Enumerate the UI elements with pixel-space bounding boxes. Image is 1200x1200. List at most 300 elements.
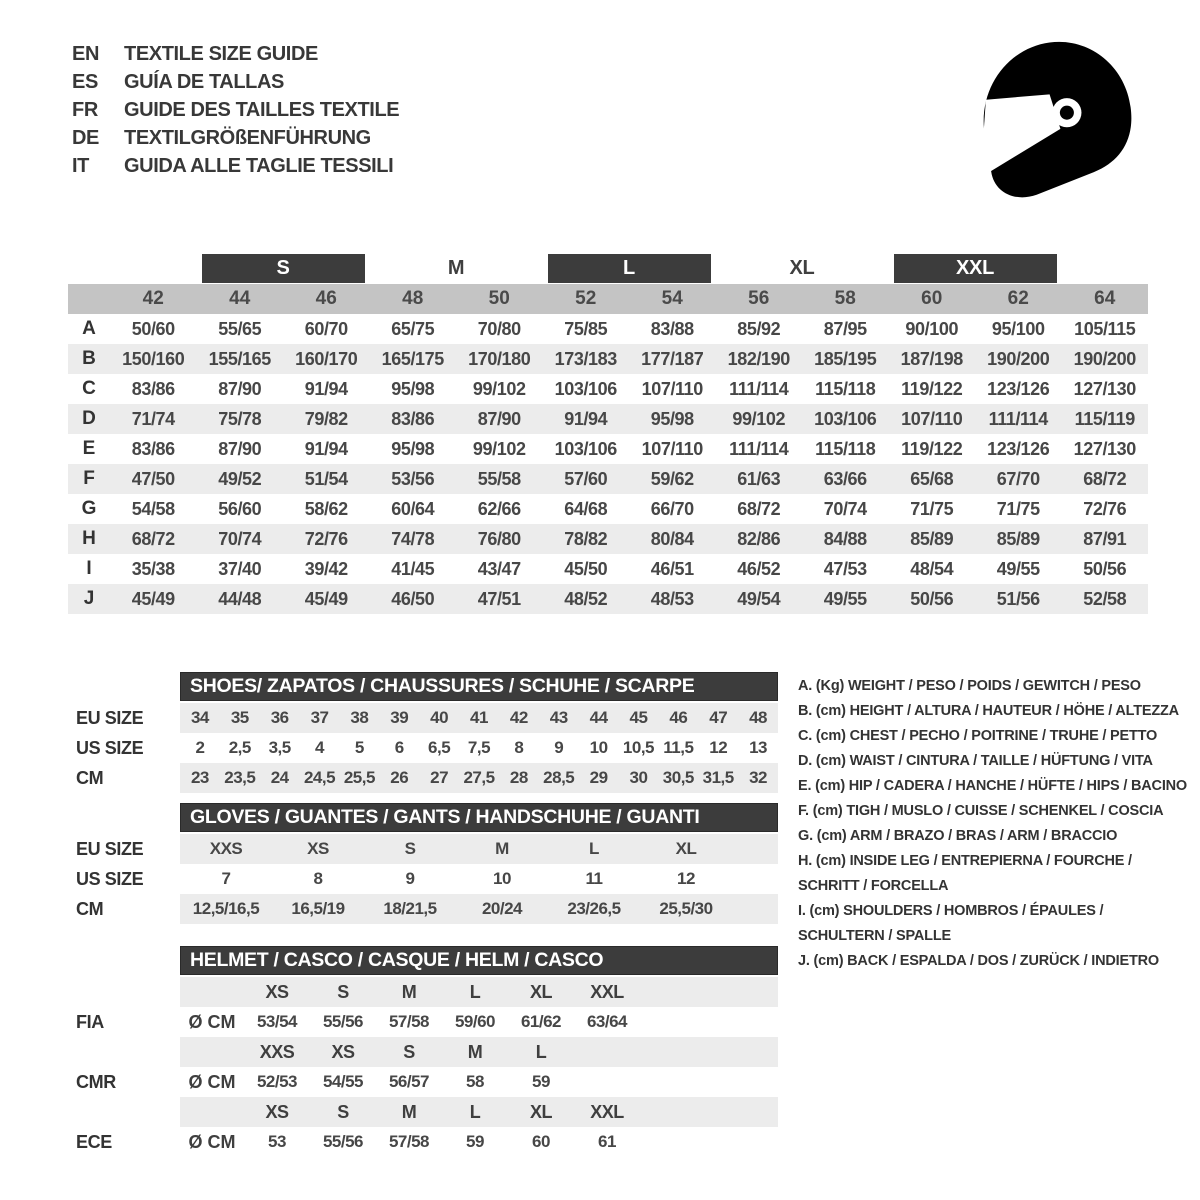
helmet-value: 53/54 — [256, 1012, 298, 1031]
shoes-value: 40 — [430, 708, 449, 727]
numeric-size-header: 62 — [1007, 288, 1029, 309]
shoes-table-title: SHOES/ ZAPATOS / CHAUSSURES / SCHUHE / SCARPE — [180, 672, 778, 701]
language-title: GUIDA ALLE TAGLIE TESSILI — [124, 154, 394, 177]
helmet-table-title: HELMET / CASCO / CASQUE / HELM / CASCO — [180, 946, 778, 975]
shoes-value: 31,5 — [702, 768, 734, 787]
helmet-value: 59/60 — [454, 1012, 496, 1031]
measurement-value: 58/62 — [304, 498, 348, 519]
measurement-value: 79/82 — [304, 408, 348, 429]
measurement-value: 50/60 — [131, 318, 175, 339]
numeric-size-header: 64 — [1094, 288, 1116, 309]
measurement-value: 35/38 — [131, 558, 175, 579]
measurement-value: 62/66 — [477, 498, 521, 519]
language-row — [72, 68, 399, 96]
shoes-value: 6 — [394, 738, 404, 757]
measurement-value: 47/51 — [477, 588, 521, 609]
shoes-value: 45 — [629, 708, 648, 727]
helmet-size-label: S — [403, 1041, 415, 1062]
shoes-value: 48 — [749, 708, 768, 727]
measurement-value: 51/56 — [996, 588, 1040, 609]
gloves-table-rows — [68, 834, 778, 924]
measurement-value: 45/50 — [564, 558, 608, 579]
language-code: ES — [72, 70, 98, 93]
shoes-row — [68, 733, 778, 763]
measurement-value: 83/88 — [650, 318, 694, 339]
shoes-value: 8 — [514, 738, 524, 757]
size-band-s: S — [202, 254, 365, 283]
measurement-value: 95/98 — [391, 378, 435, 399]
gloves-table-title: GLOVES / GUANTES / GANTS / HANDSCHUHE / GUANTI — [180, 803, 778, 832]
measurement-value: 177/187 — [641, 348, 704, 369]
shoes-row-values — [180, 703, 778, 733]
shoes-value: 39 — [390, 708, 409, 727]
measurement-value: 91/94 — [304, 438, 348, 459]
shoes-value: 10 — [589, 738, 608, 757]
shoes-value: 25,5 — [343, 768, 375, 787]
spacer — [68, 1097, 180, 1127]
measurement-value: 46/52 — [737, 558, 781, 579]
helmet-size-label: M — [467, 1041, 483, 1062]
measurement-value: 190/200 — [987, 348, 1050, 369]
measurement-value: 37/40 — [218, 558, 262, 579]
helmet-size-label: XL — [529, 1101, 552, 1122]
measurement-value: 127/130 — [1073, 378, 1136, 399]
gloves-row-values — [180, 834, 778, 864]
legend-item: E. (cm) HIP / CADERA / HANCHE / HÜFTE / HIPS / BACINO — [798, 778, 1187, 794]
measurement-value: 185/195 — [814, 348, 877, 369]
measurement-row-e — [68, 434, 1148, 464]
measurement-value: 91/94 — [304, 378, 348, 399]
gloves-value: L — [589, 839, 599, 858]
helmet-value: 58 — [466, 1072, 484, 1091]
measurement-value: 187/198 — [900, 348, 963, 369]
measurement-value: 123/126 — [987, 438, 1050, 459]
measurement-value: 78/82 — [564, 528, 608, 549]
numeric-size-header: 42 — [142, 288, 164, 309]
measurement-value: 72/76 — [1083, 498, 1127, 519]
helmet-size-label: M — [401, 981, 417, 1002]
helmet-size-labels — [180, 1097, 778, 1127]
measurement-value: 119/122 — [901, 378, 963, 399]
measurement-value: 87/90 — [218, 438, 262, 459]
gloves-value: 20/24 — [481, 899, 523, 918]
measurement-value: 103/106 — [554, 378, 617, 399]
helmet-value: 56/57 — [388, 1072, 430, 1091]
helmet-values — [180, 1127, 778, 1157]
measurement-row-j — [68, 584, 1148, 614]
measurement-value: 95/98 — [391, 438, 435, 459]
shoes-value: 26 — [390, 768, 409, 787]
legend-item: H. (cm) INSIDE LEG / ENTREPIERNA / FOURCHE / SCHRITT / FORCELLA — [798, 853, 1132, 894]
helmet-value: 57/58 — [388, 1012, 430, 1031]
measurement-value: 119/122 — [901, 438, 963, 459]
measurement-row-a — [68, 314, 1148, 344]
numeric-size-header: 50 — [488, 288, 510, 309]
language-title: GUÍA DE TALLAS — [124, 70, 284, 93]
measurement-value: 150/160 — [122, 348, 185, 369]
measurement-value: 87/91 — [1083, 528, 1127, 549]
gloves-value: 16,5/19 — [291, 899, 345, 918]
language-title-block — [72, 40, 399, 180]
gloves-table — [68, 803, 778, 924]
measurement-row-b — [68, 344, 1148, 374]
language-code: EN — [72, 42, 99, 65]
gloves-title-row — [68, 803, 778, 832]
legend-item: F. (cm) TIGH / MUSLO / CUISSE / SCHENKEL / COSCIA — [798, 803, 1164, 819]
measurement-value: 71/75 — [996, 498, 1040, 519]
language-row — [72, 124, 399, 152]
helmet-unit-label: Ø CM — [188, 1071, 236, 1092]
measurement-row-i — [68, 554, 1148, 584]
legend-item: C. (cm) CHEST / PECHO / POITRINE / TRUHE / PETTO — [798, 728, 1158, 744]
measurement-value: 67/70 — [996, 468, 1040, 489]
shoes-value: 7,5 — [467, 738, 491, 757]
measurement-value: 68/72 — [1083, 468, 1127, 489]
measurement-value: 95/98 — [650, 408, 694, 429]
helmet-value: 52/53 — [256, 1072, 298, 1091]
measurement-value: 99/102 — [732, 408, 786, 429]
measurement-value: 45/49 — [304, 588, 348, 609]
gloves-value: 12,5/16,5 — [192, 899, 260, 918]
measurement-value: 47/50 — [131, 468, 175, 489]
gloves-row-label: EU SIZE — [76, 838, 144, 859]
helmet-size-label: XXS — [259, 1041, 295, 1062]
measurement-value: 170/180 — [468, 348, 531, 369]
shoes-row — [68, 703, 778, 733]
measurement-value: 91/94 — [564, 408, 608, 429]
numeric-size-header: 48 — [402, 288, 424, 309]
measurement-value: 41/45 — [391, 558, 435, 579]
shoes-value: 41 — [470, 708, 488, 727]
helmet-values — [180, 1007, 778, 1037]
shoes-value: 32 — [749, 768, 768, 787]
shoes-value: 24 — [270, 768, 289, 787]
measurement-value: 105/115 — [1074, 318, 1136, 339]
shoes-value: 37 — [310, 708, 329, 727]
measurement-value: 83/86 — [391, 408, 435, 429]
language-row — [72, 40, 399, 68]
legend-item: G. (cm) ARM / BRAZO / BRAS / ARM / BRACCIO — [798, 828, 1118, 844]
measurement-value: 44/48 — [218, 588, 262, 609]
measurement-value: 87/95 — [823, 318, 867, 339]
helmet-size-labels — [180, 1037, 778, 1067]
shoes-value: 36 — [270, 708, 289, 727]
spacer — [180, 977, 244, 1007]
helmet-value-row-ece — [68, 1127, 778, 1157]
shoes-value: 44 — [589, 708, 608, 727]
measurement-value: 50/56 — [910, 588, 954, 609]
shoes-value: 30,5 — [662, 768, 694, 787]
measurement-value: 61/63 — [737, 468, 781, 489]
spacer — [68, 1037, 180, 1067]
measurement-legend — [798, 674, 1190, 974]
gloves-row — [68, 864, 778, 894]
numeric-size-header-row — [68, 284, 1148, 314]
numeric-size-header: 44 — [229, 288, 251, 309]
helmet-table — [68, 946, 778, 1157]
shoes-value: 13 — [749, 738, 768, 757]
spacer — [68, 803, 180, 832]
measurement-value: 82/86 — [737, 528, 781, 549]
measurement-value: 55/65 — [218, 318, 262, 339]
measurement-value: 190/200 — [1073, 348, 1136, 369]
shoes-table — [68, 672, 778, 793]
measurement-row-label: G — [81, 498, 97, 519]
helmet-value: 63/64 — [586, 1012, 628, 1031]
shoes-value: 29 — [589, 768, 608, 787]
gloves-value: 7 — [221, 869, 231, 888]
size-band-l: L — [548, 254, 711, 283]
gloves-value: S — [404, 839, 416, 858]
helmet-value-row-cmr — [68, 1067, 778, 1097]
measurement-value: 160/170 — [295, 348, 358, 369]
numeric-size-header: 46 — [315, 288, 337, 309]
helmet-value: 61/62 — [520, 1012, 562, 1031]
measurement-value: 165/175 — [381, 348, 444, 369]
language-code: FR — [72, 98, 98, 121]
measurement-row-label: F — [83, 468, 95, 489]
measurement-value: 84/88 — [823, 528, 867, 549]
gloves-value: XS — [307, 839, 329, 858]
language-title: TEXTILE SIZE GUIDE — [124, 42, 318, 65]
helmet-size-label: M — [401, 1101, 417, 1122]
helmet-standard-label: ECE — [76, 1131, 112, 1152]
shoes-value: 47 — [709, 708, 728, 727]
measurement-value: 59/62 — [650, 468, 694, 489]
gloves-row-values — [180, 894, 778, 924]
measurement-value: 49/55 — [996, 558, 1040, 579]
shoes-value: 34 — [190, 708, 209, 727]
measurement-value: 90/100 — [905, 318, 959, 339]
measurement-value: 70/80 — [477, 318, 521, 339]
measurement-value: 57/60 — [564, 468, 608, 489]
shoes-value: 6,5 — [428, 738, 451, 757]
language-title: GUIDE DES TAILLES TEXTILE — [124, 98, 400, 121]
spacer — [180, 1097, 244, 1127]
shoes-value: 23,5 — [224, 768, 256, 787]
shoes-value: 2 — [195, 738, 205, 757]
measurement-value: 71/74 — [131, 408, 175, 429]
measurement-value: 53/56 — [391, 468, 435, 489]
helmet-size-label: S — [337, 981, 349, 1002]
helmet-value: 55/56 — [322, 1012, 364, 1031]
helmet-value: 61 — [598, 1132, 616, 1151]
helmet-size-label: XS — [331, 1041, 355, 1062]
gloves-value: 9 — [405, 869, 415, 888]
gloves-value: 8 — [313, 869, 323, 888]
measurement-value: 70/74 — [218, 528, 262, 549]
shoes-value: 9 — [554, 738, 564, 757]
gloves-value: 18/21,5 — [383, 899, 437, 918]
shoes-value: 23 — [190, 768, 209, 787]
measurement-row-label: B — [82, 348, 96, 369]
measurement-value: 115/118 — [815, 378, 876, 399]
measurement-row-label: J — [83, 588, 95, 609]
measurement-value: 111/114 — [729, 438, 789, 459]
measurement-value: 46/51 — [650, 558, 694, 579]
measurement-row-c — [68, 374, 1148, 404]
shoes-row — [68, 763, 778, 793]
shoes-table-rows — [68, 703, 778, 793]
spacer — [68, 977, 180, 1007]
measurement-value: 39/42 — [304, 558, 348, 579]
helmet-size-row-ece — [68, 1097, 778, 1127]
measurement-value: 95/100 — [991, 318, 1045, 339]
measurement-row-d — [68, 404, 1148, 434]
helmet-size-label: XS — [265, 981, 289, 1002]
shoes-value: 38 — [350, 708, 369, 727]
measurement-value: 173/183 — [554, 348, 617, 369]
main-size-table — [68, 254, 1148, 614]
helmet-table-rows — [68, 977, 778, 1157]
spacer — [180, 1037, 244, 1067]
gloves-row-values — [180, 864, 778, 894]
helmet-standard-label: CMR — [76, 1071, 116, 1092]
spacer — [68, 672, 180, 701]
language-title: TEXTILGRÖßENFÜHRUNG — [124, 126, 371, 149]
spacer — [68, 946, 180, 975]
numeric-size-header: 52 — [575, 288, 597, 309]
numeric-size-header: 54 — [661, 288, 683, 309]
measurement-value: 85/92 — [737, 318, 781, 339]
measurement-value: 115/118 — [815, 438, 876, 459]
shoes-row-label: US SIZE — [76, 737, 144, 758]
measurement-value: 52/58 — [1083, 588, 1127, 609]
legend-item: J. (cm) BACK / ESPALDA / DOS / ZURÜCK / INDIETRO — [798, 953, 1159, 969]
shoes-value: 12 — [709, 738, 728, 757]
shoes-value: 10,5 — [622, 738, 654, 757]
measurement-value: 63/66 — [823, 468, 867, 489]
measurement-value: 74/78 — [391, 528, 435, 549]
corner-spacer — [68, 284, 110, 314]
measurement-value: 111/114 — [729, 378, 789, 399]
measurement-value: 85/89 — [996, 528, 1040, 549]
measurement-row-label: A — [82, 318, 96, 339]
measurement-row-label: C — [82, 378, 96, 399]
measurement-value: 70/74 — [823, 498, 867, 519]
measurement-value: 45/49 — [131, 588, 175, 609]
helmet-value: 59 — [532, 1072, 550, 1091]
shoes-value: 46 — [669, 708, 688, 727]
shoes-value: 43 — [549, 708, 568, 727]
measurement-value: 115/119 — [1074, 408, 1135, 429]
helmet-value: 57/58 — [388, 1132, 430, 1151]
shoes-value: 30 — [629, 768, 648, 787]
shoes-title-row — [68, 672, 778, 701]
shoes-value: 35 — [230, 708, 249, 727]
gloves-value: 23/26,5 — [567, 899, 621, 918]
measurement-value: 48/53 — [650, 588, 694, 609]
shoes-row-label: EU SIZE — [76, 707, 144, 728]
shoes-row-label: CM — [76, 767, 104, 788]
helmet-value: 60 — [532, 1132, 550, 1151]
measurement-row-label: D — [82, 408, 96, 429]
shoes-value: 28 — [509, 768, 528, 787]
legend-item: A. (Kg) WEIGHT / PESO / POIDS / GEWITCH / PESO — [798, 678, 1141, 694]
measurement-value: 107/110 — [641, 378, 703, 399]
helmet-size-label: S — [337, 1101, 349, 1122]
language-row — [72, 152, 399, 180]
measurement-value: 182/190 — [727, 348, 790, 369]
gloves-row-label: CM — [76, 898, 104, 919]
size-band-xxl: XXL — [894, 254, 1057, 283]
measurement-value: 111/114 — [988, 408, 1048, 429]
helmet-value-row-fia — [68, 1007, 778, 1037]
measurement-value: 76/80 — [477, 528, 521, 549]
measurement-row-label: E — [82, 438, 96, 459]
measurement-value: 64/68 — [564, 498, 608, 519]
gloves-row — [68, 834, 778, 864]
helmet-size-label: L — [469, 981, 481, 1002]
racing-helmet-icon — [972, 36, 1138, 198]
measurement-value: 127/130 — [1073, 438, 1136, 459]
measurement-row-label: I — [86, 558, 92, 579]
helmet-size-label: XS — [265, 1101, 289, 1122]
measurement-value: 107/110 — [901, 408, 963, 429]
helmet-title-row — [68, 946, 778, 975]
measurement-row-label: H — [82, 528, 96, 549]
numeric-size-header: 58 — [834, 288, 856, 309]
shoes-value: 28,5 — [543, 768, 575, 787]
measurement-value: 56/60 — [218, 498, 262, 519]
shoes-value: 27,5 — [463, 768, 495, 787]
measurement-value: 65/75 — [391, 318, 435, 339]
numeric-size-header: 56 — [748, 288, 770, 309]
measurement-value: 75/78 — [218, 408, 262, 429]
measurement-value: 72/76 — [304, 528, 348, 549]
measurement-value: 87/90 — [218, 378, 262, 399]
size-band-xl: XL — [789, 257, 815, 279]
helmet-size-label: XXL — [590, 1101, 624, 1122]
measurement-value: 123/126 — [987, 378, 1050, 399]
measurement-value: 50/56 — [1083, 558, 1127, 579]
measurement-value: 68/72 — [131, 528, 175, 549]
shoes-value: 42 — [509, 708, 528, 727]
measurement-value: 155/165 — [208, 348, 271, 369]
measurement-row-f — [68, 464, 1148, 494]
measurement-value: 85/89 — [910, 528, 954, 549]
language-code: DE — [72, 126, 99, 149]
helmet-size-label: XXL — [590, 981, 624, 1002]
size-band-row — [68, 254, 1148, 283]
helmet-size-row-fia — [68, 977, 778, 1007]
shoes-value: 4 — [315, 738, 324, 757]
language-row — [72, 96, 399, 124]
helmet-value: 54/55 — [322, 1072, 364, 1091]
measurement-rows — [68, 314, 1148, 614]
shoes-value: 11,5 — [663, 738, 694, 757]
numeric-size-header: 60 — [921, 288, 943, 309]
measurement-value: 49/55 — [823, 588, 867, 609]
measurement-value: 51/54 — [304, 468, 348, 489]
measurement-value: 83/86 — [131, 378, 175, 399]
legend-item: D. (cm) WAIST / CINTURA / TAILLE / HÜFTUNG / VITA — [798, 753, 1153, 769]
measurement-value: 60/64 — [391, 498, 435, 519]
helmet-size-labels — [180, 977, 778, 1007]
helmet-unit-label: Ø CM — [188, 1131, 236, 1152]
measurement-value: 60/70 — [304, 318, 348, 339]
measurement-row-g — [68, 494, 1148, 524]
measurement-value: 48/54 — [910, 558, 954, 579]
size-band-m: M — [447, 257, 465, 279]
shoes-value: 2,5 — [228, 738, 251, 757]
shoes-value: 27 — [430, 768, 449, 787]
measurement-value: 75/85 — [564, 318, 608, 339]
gloves-row-label: US SIZE — [76, 868, 144, 889]
measurement-value: 54/58 — [131, 498, 175, 519]
helmet-value: 53 — [268, 1132, 286, 1151]
gloves-value: 12 — [677, 869, 695, 888]
